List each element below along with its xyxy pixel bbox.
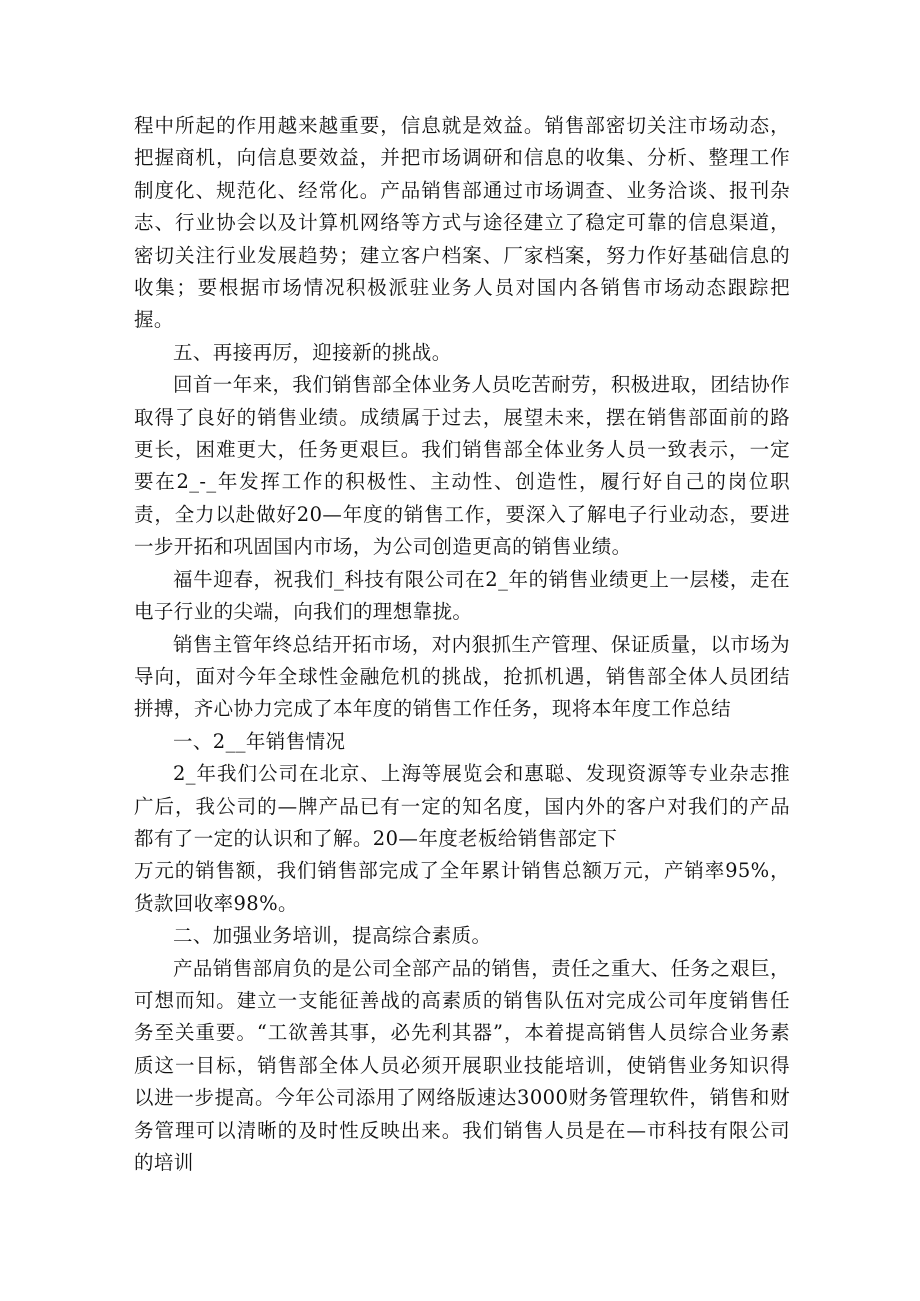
paragraph-new-year-wishes: 福牛迎春，祝我们_科技有限公司在2_年的销售业绩更上一层楼，走在电子行业的尖端，向我们的理想靠拢。 [134, 567, 790, 624]
document-body [134, 110, 790, 1179]
paragraph-sales-figures: 万元的销售额，我们销售部完成了全年累计销售总额万元，产销率95%，货款回收率98%。 [134, 859, 790, 915]
paragraph-information-work: 程中所起的作用越来越重要，信息就是效益。销售部密切关注市场动态，把握商机，向信息要效益，并把市场调研和信息的收集、分析、整理工作制度化、规范化、经常化。产品销售部通过市场调查、业务洽谈、报刊杂志、行业协会以及计算机网络等方式与途径建立了稳定可靠的信息渠道，密切关注行业发展趋势；建立客户档案、厂家档案，努力作好基础信息的收集；要根据市场情况积极派驻业务人员对国内各销售市场动态跟踪把握。 [134, 114, 790, 332]
heading-section-two: 二、加强业务培训，提高综合素质。 [173, 924, 492, 948]
paragraph-review-year: 回首一年来，我们销售部全体业务人员吃苦耐劳，积极进取，团结协作取得了良好的销售业绩。成绩属于过去，展望未来，摆在销售部面前的路更长，困难更大，任务更艰巨。我们销售部全体业务人员一致表示，一定要在2_-_年发挥工作的积极性、主动性、创造性，履行好自己的岗位职责，全力以赴做好20—年度的销售工作，要深入了解电子行业动态，要进一步开拓和巩固国内市场，为公司创造更高的销售业绩。 [134, 373, 790, 559]
heading-section-one: 一、2__年销售情况 [173, 729, 346, 753]
heading-section-five: 五、再接再厉，迎接新的挑战。 [173, 340, 452, 364]
paragraph-sales-situation: 2_年我们公司在北京、上海等展览会和惠聪、发现资源等专业杂志推广后，我公司的—牌产品已有一定的知名度，国内外的客户对我们的产品都有了一定的认识和了解。20—年度老板给销售部定下 [134, 762, 790, 850]
paragraph-sales-manager-summary: 销售主管年终总结开拓市场，对内狠抓生产管理、保证质量，以市场为导向，面对今年全球性金融危机的挑战，抢抓机遇，销售部全体人员团结拼搏，齐心协力完成了本年度的销售工作任务，现将本年度工作总结 [134, 632, 790, 721]
paragraph-training: 产品销售部肩负的是公司全部产品的销售，责任之重大、任务之艰巨，可想而知。建立一支能征善战的高素质的销售队伍对完成公司年度销售任务至关重要。“工欲善其事，必先利其器”，本着提高销售人员综合业务素质这一目标，销售部全体人员必须开展职业技能培训，使销售业务知识得以进一步提高。今年公司添用了网络版速达3000财务管理软件，销售和财务管理可以清晰的及时性反映出来。我们销售人员是在—市科技有限公司的培训 [134, 956, 790, 1174]
